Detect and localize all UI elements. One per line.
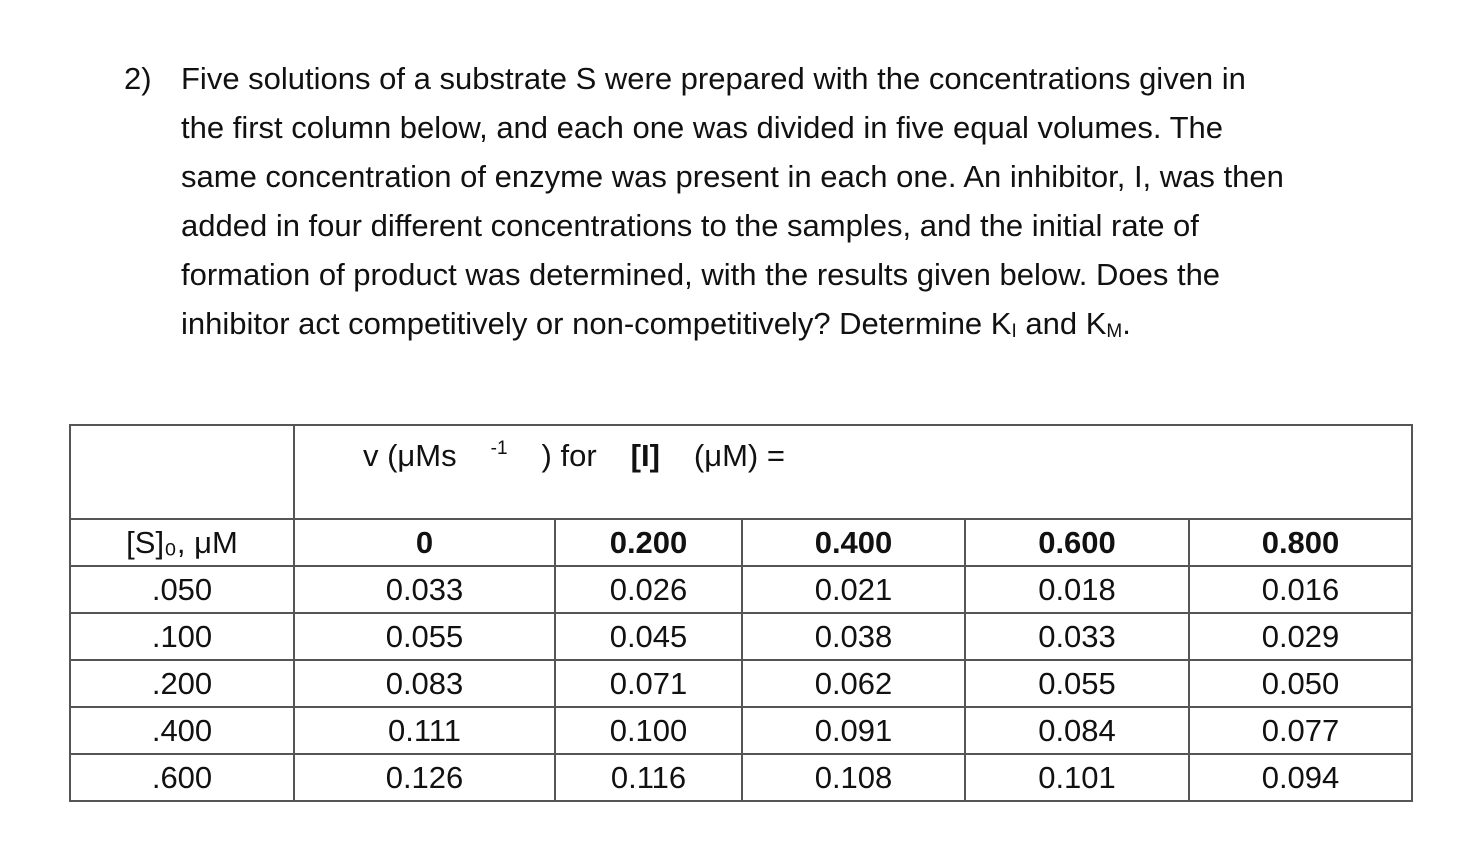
rate-cell: 0.033 <box>965 613 1189 660</box>
question-line-end: . <box>1122 306 1131 341</box>
table-row <box>70 707 1412 754</box>
rate-cell: 0.108 <box>742 754 965 801</box>
question-line-mid: and K <box>1016 306 1107 341</box>
rate-header-prefix: v (μMs <box>363 438 457 473</box>
rate-cell: 0.016 <box>1189 566 1412 613</box>
substrate-cell: .400 <box>70 707 294 754</box>
table-row <box>70 613 1412 660</box>
table-row <box>70 754 1412 801</box>
rate-cell: 0.077 <box>1189 707 1412 754</box>
substrate-column-header: [S]₀, μM <box>70 519 294 566</box>
inhibitor-conc-header: 0.200 <box>555 519 742 566</box>
ki-subscript: I <box>1011 321 1017 342</box>
substrate-cell: .100 <box>70 613 294 660</box>
empty-header-cell <box>70 425 294 519</box>
rate-header-mid: ) for <box>541 438 597 473</box>
rate-cell: 0.055 <box>965 660 1189 707</box>
question-line: same concentration of enzyme was present in each one. An inhibitor, I, was then <box>181 159 1284 194</box>
rate-cell: 0.033 <box>294 566 555 613</box>
rate-cell: 0.029 <box>1189 613 1412 660</box>
rate-header-inhibitor: [I] <box>630 438 660 473</box>
question-line-last <box>181 299 1421 356</box>
rate-header <box>295 426 785 474</box>
substrate-cell: .200 <box>70 660 294 707</box>
rate-header-cell <box>294 425 1412 519</box>
question-line: formation of product was determined, with the results given below. Does the <box>181 257 1221 292</box>
rate-cell: 0.026 <box>555 566 742 613</box>
rate-cell: 0.071 <box>555 660 742 707</box>
question-text <box>181 54 1421 356</box>
inhibitor-conc-header: 0 <box>294 519 555 566</box>
question-number: 2) <box>124 61 152 96</box>
rate-cell: 0.091 <box>742 707 965 754</box>
data-table <box>69 424 1413 802</box>
rate-cell: 0.126 <box>294 754 555 801</box>
substrate-cell: .050 <box>70 566 294 613</box>
rate-cell: 0.038 <box>742 613 965 660</box>
rate-header-superscript: -1 <box>490 438 508 459</box>
rate-cell: 0.050 <box>1189 660 1412 707</box>
substrate-cell: .600 <box>70 754 294 801</box>
rate-cell: 0.116 <box>555 754 742 801</box>
rate-cell: 0.055 <box>294 613 555 660</box>
km-subscript: M <box>1106 321 1123 342</box>
rate-cell: 0.083 <box>294 660 555 707</box>
inhibitor-conc-header: 0.800 <box>1189 519 1412 566</box>
question-line: Five solutions of a substrate S were prepared with the concentrations given in <box>181 61 1246 96</box>
rate-header-suffix: (μM) = <box>693 438 785 473</box>
table-header-row <box>70 425 1412 519</box>
question-line: the first column below, and each one was divided in five equal volumes. The <box>181 110 1223 145</box>
question-line: added in four different concentrations to the samples, and the initial rate of <box>181 208 1199 243</box>
rate-cell: 0.094 <box>1189 754 1412 801</box>
rate-cell: 0.062 <box>742 660 965 707</box>
rate-cell: 0.101 <box>965 754 1189 801</box>
inhibitor-conc-header: 0.400 <box>742 519 965 566</box>
rate-cell: 0.111 <box>294 707 555 754</box>
table-row <box>70 566 1412 613</box>
rate-cell: 0.021 <box>742 566 965 613</box>
rate-cell: 0.018 <box>965 566 1189 613</box>
rate-cell: 0.084 <box>965 707 1189 754</box>
table-row <box>70 660 1412 707</box>
rate-cell: 0.045 <box>555 613 742 660</box>
inhibitor-conc-header: 0.600 <box>965 519 1189 566</box>
question-line-start: inhibitor act competitively or non-competitively? Determine K <box>181 306 1012 341</box>
concentration-header-row <box>70 519 1412 566</box>
rate-cell: 0.100 <box>555 707 742 754</box>
